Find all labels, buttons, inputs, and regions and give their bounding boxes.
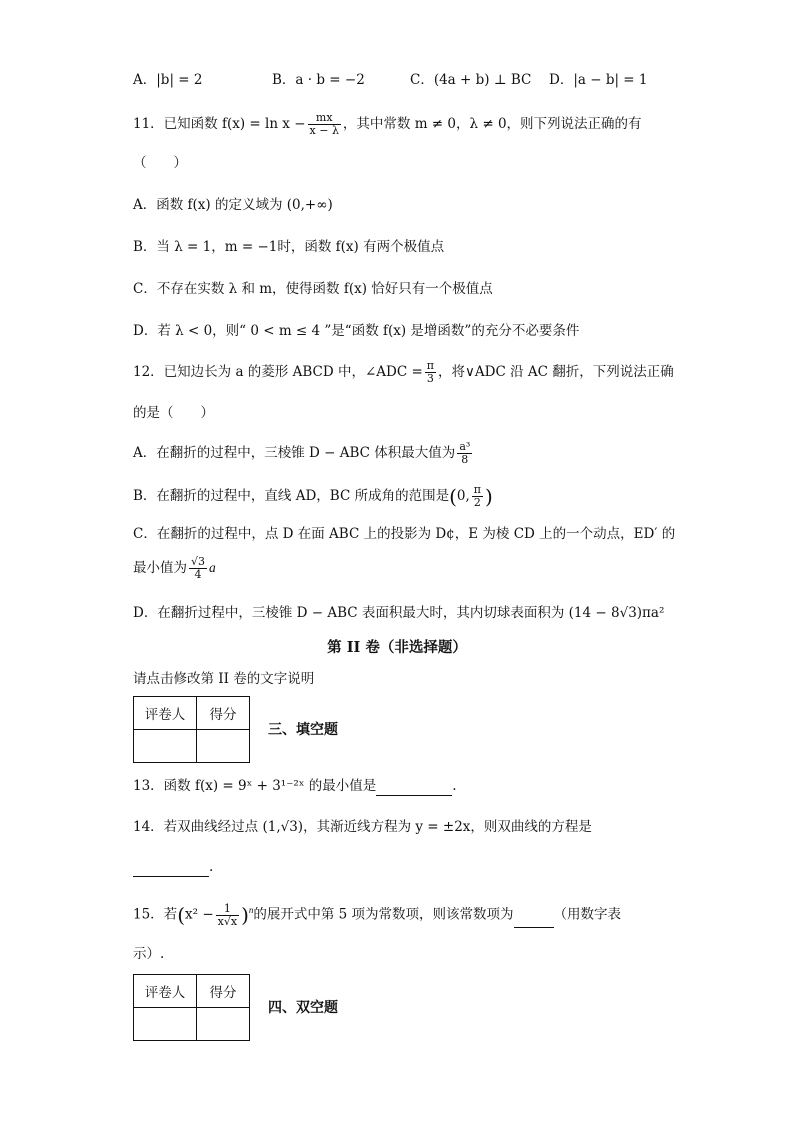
q12-fraction (425, 360, 436, 385)
q11-option-d: D．若 λ < 0，则“ 0 < m ≤ 4 ”是“函数 f(x) 是增函数”的充分不必要条件 (133, 323, 580, 339)
q11-option-b: B．当 λ = 1，m = −1时，函数 f(x) 有两个极值点 (133, 239, 445, 255)
q12-option-b-text: B．在翻折的过程中，直线 AD，BC 所成角的范围是 (133, 488, 450, 504)
q12-option-c-line1: C．在翻折的过程中，点 D 在面 ABC 上的投影为 D¢，E 为棱 CD 上的一个动点，ED′ 的 (133, 526, 676, 542)
q12-option-b: B．在翻折的过程中，直线 AD，BC 所成角的范围是(0, $\frac{\pi}{2}$ ) (133, 483, 493, 509)
score-table-2-grader-cell (134, 1008, 197, 1041)
q12-stem-post: ，将∨ADC 沿 AC 翻折，下列说法正确 (438, 364, 674, 380)
q11-option-c: C．不存在实数 λ 和 m，使得函数 f(x) 恰好只有一个极值点 (133, 281, 493, 297)
q13-end: . (452, 778, 457, 794)
q11-stem-pre: 11．已知函数 f(x) = ln x − (133, 116, 306, 132)
q15-frac-den: x√x (217, 914, 238, 928)
q12-option-c-fraction (189, 556, 207, 581)
q15-line2: 示）. (133, 946, 165, 962)
q11-option-a: A．函数 f(x) 的定义域为 (0,+∞) (133, 197, 333, 213)
section-3-title: 三、填空题 (268, 722, 338, 738)
q11-stem-post: ，其中常数 m ≠ 0，λ ≠ 0，则下列说法正确的有 (342, 116, 642, 132)
q11-frac-num: mx (308, 112, 341, 125)
q15-pre: 15．若 (133, 906, 178, 923)
q12-option-b-num: π (473, 483, 482, 496)
score-table-grader-cell (134, 730, 197, 763)
q12-frac-num: π (426, 359, 435, 372)
q15: 15．若(x² − $\frac{1}{x√x}$ )$^n$的展开式中第 5 项为常数项，则该常数项为 （用数字表 (133, 901, 622, 928)
score-table-2 (133, 974, 250, 1041)
q14-text: 14．若双曲线经过点 (1,√3)，其渐近线方程为 y = ±2x，则双曲线的方程是 (133, 819, 592, 835)
q15-tail: （用数字表 (553, 906, 622, 923)
q12-option-c-var: a (209, 560, 216, 575)
part2-note[interactable]: 请点击修改第 II 卷的文字说明 (133, 671, 315, 687)
q10-option-c: C．(4a + b) ⊥ BC (410, 72, 532, 88)
q12-option-a-text: A．在翻折的过程中，三棱锥 D − ABC 体积最大值为 (133, 445, 456, 461)
q12-frac-den: 3 (426, 372, 434, 385)
q12-stem-pre: 12．已知边长为 a 的菱形 ABCD 中，∠ADC = (133, 364, 423, 380)
q11-stem (133, 112, 642, 137)
q10-option-b: B．a · b = −2 (272, 72, 365, 88)
q12-option-b-interval: 0, (456, 488, 470, 504)
q12-option-a-num: a³ (459, 440, 471, 453)
q14-answer-blank (133, 876, 209, 877)
q11-fraction (308, 112, 341, 137)
score-table-2-grader-header: 评卷人 (134, 975, 197, 1008)
q12-option-a-fraction (457, 441, 472, 466)
q13 (133, 776, 457, 796)
q13-text: 13．函数 f(x) = 9ˣ + 3¹⁻²ˣ 的最小值是 (133, 778, 377, 794)
q13-answer-blank (376, 795, 452, 796)
score-table-grader-header: 评卷人 (134, 697, 197, 730)
q10-option-d: D．|a − b| = 1 (549, 72, 648, 88)
score-table-2-score-header: 得分 (197, 975, 250, 1008)
q12-option-b-fraction (472, 484, 483, 509)
q12-option-a-den: 8 (461, 453, 469, 466)
score-table-2-score-cell (197, 1008, 250, 1041)
q14-end: . (209, 859, 214, 875)
q12-option-c-den: 4 (194, 568, 202, 581)
score-table-1 (133, 696, 250, 763)
q12-option-c-num: √3 (191, 555, 206, 568)
q15-post: 的展开式中第 5 项为常数项，则该常数项为 (253, 906, 514, 923)
q12-stem-line2: 的是（ ） (133, 405, 214, 421)
q15-exponent: n (248, 905, 254, 915)
part2-title: 第 II 卷（非选择题） (327, 639, 467, 656)
q10-option-a: A．|b| = 2 (133, 72, 203, 88)
score-table-score-header: 得分 (197, 697, 250, 730)
q11-paren: （ ） (133, 155, 187, 171)
q12-option-a (133, 441, 474, 466)
q12-option-c-line2-pre: 最小值为 (133, 560, 187, 576)
q14-answer-line (133, 857, 213, 877)
q11-frac-den: x − λ (309, 124, 339, 137)
q12-option-c-line2 (133, 556, 216, 581)
q12-option-d: D．在翻折过程中，三棱锥 D − ABC 表面积最大时，其内切球表面积为 (14 − 8√3)πa² (133, 605, 665, 621)
q15-fraction (216, 903, 239, 928)
q15-inner: x² − (185, 906, 214, 923)
section-4-title: 四、双空题 (268, 1000, 338, 1016)
score-table-score-cell (197, 730, 250, 763)
q12-option-b-den: 2 (473, 496, 481, 509)
q12-stem (133, 360, 674, 385)
q15-answer-blank (514, 927, 554, 928)
q15-frac-num: 1 (216, 903, 239, 916)
